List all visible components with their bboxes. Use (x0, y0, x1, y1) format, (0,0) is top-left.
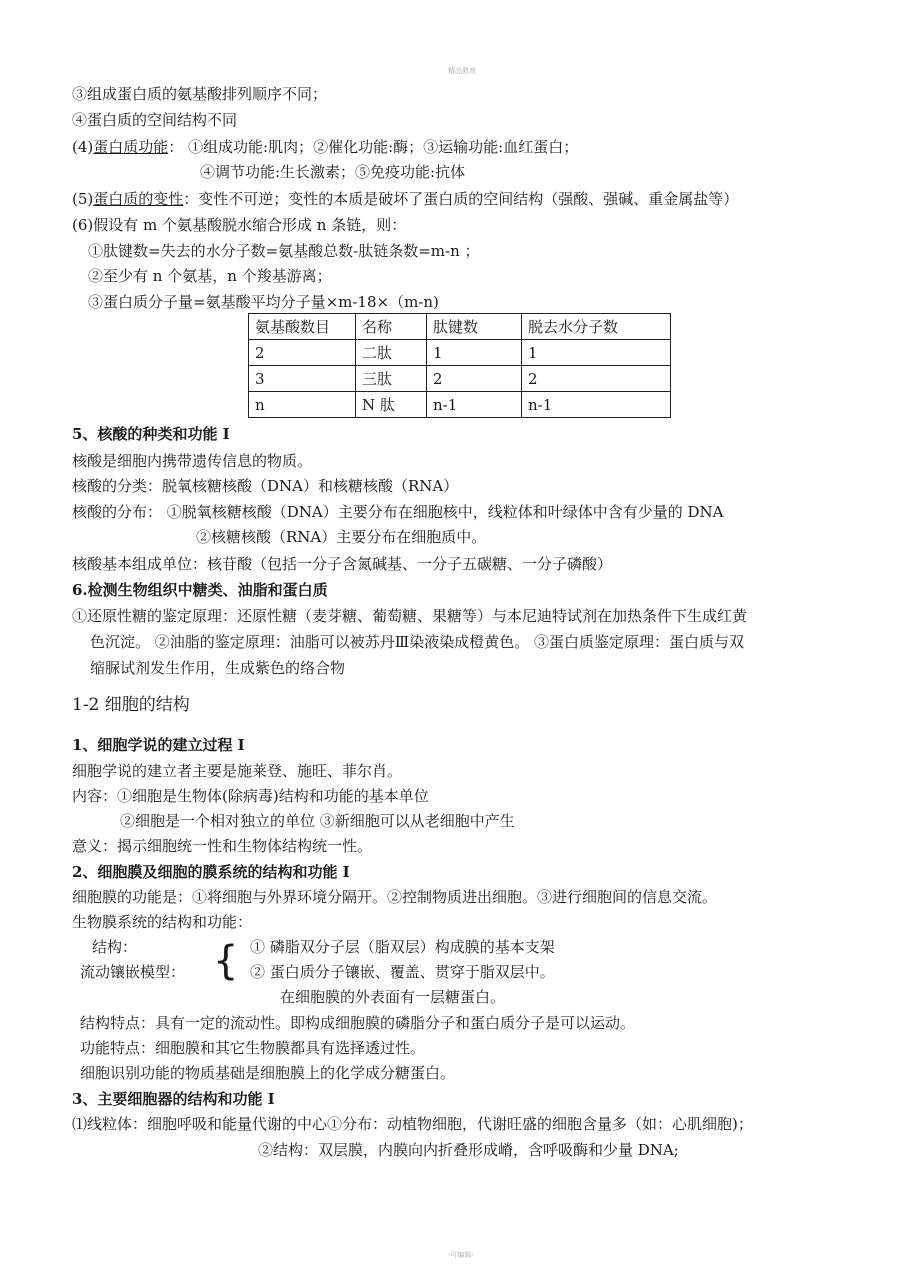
detection-line-2: 色沉淀。 ②油脂的鉴定原理：油脂可以被苏丹Ⅲ染液染成橙黄色。 ③蛋白质鉴定原理：蛋白质与双 (90, 633, 745, 651)
brace-icon: { (213, 938, 239, 984)
protein-denature-term: 蛋白质的变性 (93, 190, 184, 208)
table-header-row (249, 314, 671, 340)
cell-theory-heading: 1、细胞学说的建立过程 I (72, 736, 245, 754)
cell-theory-line-4: 意义：揭示细胞统一性和生物体结构统一性。 (72, 837, 373, 855)
nucleic-line-5: 核酸基本组成单位：核苷酸（包括一分子含氮碱基、一分子五碳糖、一分子磷酸） (72, 555, 613, 573)
detection-line-1: ①还原性糖的鉴定原理：还原性糖（麦芽糖、葡萄糖、果糖等）与本尼迪特试剂在加热条件下生成红黄 (72, 607, 748, 625)
nucleic-line-1: 核酸是细胞内携带遗传信息的物质。 (72, 452, 313, 470)
table-header-cell: 氨基酸数目 (249, 314, 356, 340)
table-row (249, 366, 671, 392)
table-cell: n-1 (522, 392, 671, 418)
table-cell: 2 (522, 366, 671, 392)
table-cell: n-1 (427, 392, 522, 418)
organelle-line-2: ②结构：双层膜，内膜向内折叠形成嵴，含呼吸酶和少量 DNA; (258, 1141, 679, 1159)
nucleic-line-2: 核酸的分类：脱氧核糖核酸（DNA）和核糖核酸（RNA） (72, 477, 459, 495)
membrane-line-4: 功能特点：细胞膜和其它生物膜都具有选择透过性。 (80, 1039, 426, 1057)
table-header-cell: 肽键数 (427, 314, 522, 340)
protein-point-4: ④蛋白质的空间结构不同 (72, 111, 238, 129)
table-cell: n (249, 392, 356, 418)
cell-theory-line-1: 细胞学说的建立者主要是施莱登、施旺、菲尔肖。 (72, 762, 403, 780)
table-cell: 2 (427, 366, 522, 392)
table-cell: 1 (522, 340, 671, 366)
protein-function-line (72, 137, 578, 157)
protein-point-3: ③组成蛋白质的氨基酸排列顺序不同； (72, 85, 328, 103)
table-header-cell: 名称 (356, 314, 427, 340)
footer-watermark: -可编辑- (448, 1251, 474, 1259)
membrane-heading: 2、细胞膜及细胞的膜系统的结构和功能 I (72, 863, 350, 881)
table-cell: 三肽 (356, 366, 427, 392)
detection-heading: 6.检测生物组织中糖类、油脂和蛋白质 (72, 581, 328, 599)
nucleic-acid-heading: 5、核酸的种类和功能 I (72, 425, 230, 443)
protein-function-term: 蛋白质功能 (93, 138, 169, 156)
header-watermark: 精品教育 (448, 67, 476, 75)
structure-item-1: ① 磷脂双分子层（脂双层）构成膜的基本支架 (250, 938, 555, 956)
formula-molecular-weight: ③蛋白质分子量=氨基酸平均分子量×m-18×（m-n) (88, 293, 439, 311)
protein-function-text: ： ①组成功能:肌肉；②催化功能:酶；③运输功能:血红蛋白； (168, 138, 579, 156)
peptide-table (248, 313, 671, 418)
assumption-line: (6)假设有 m 个氨基酸脱水缩合形成 n 条链，则： (72, 216, 407, 234)
membrane-line-2: 生物膜系统的结构和功能： (72, 913, 253, 931)
cell-theory-line-3: ②细胞是一个相对独立的单位 ③新细胞可以从老细胞中产生 (120, 812, 515, 830)
protein-denature-text: ：变性不可逆；变性的本质是破坏了蛋白质的空间结构（强酸、强碱、重金属盐等） (183, 190, 739, 208)
organelle-line-1: ⑴线粒体：细胞呼吸和能量代谢的中心①分布：动植物细胞，代谢旺盛的细胞含量多（如：心肌细胞)； (72, 1115, 753, 1133)
item-number: (5) (72, 190, 94, 208)
table-row (249, 392, 671, 418)
table-cell: N 肽 (356, 392, 427, 418)
detection-line-3: 缩脲试剂发生作用，生成紫色的络合物 (90, 659, 346, 677)
table-row (249, 340, 671, 366)
table-cell: 2 (249, 340, 356, 366)
formula-peptide-bonds: ①肽键数=失去的水分子数=氨基酸总数-肽链条数=m-n ； (88, 242, 480, 260)
formula-free-groups: ②至少有 n 个氨基，n 个羧基游离； (88, 267, 332, 285)
table-cell: 1 (427, 340, 522, 366)
membrane-line-1: 细胞膜的功能是：①将细胞与外界环境分隔开。②控制物质进出细胞。③进行细胞间的信息交流。 (72, 888, 718, 906)
structure-item-2: ② 蛋白质分子镶嵌、覆盖、贯穿于脂双层中。 (250, 963, 555, 981)
table-cell: 3 (249, 366, 356, 392)
structure-label: 结构： (92, 938, 138, 956)
table-cell: 二肽 (356, 340, 427, 366)
cell-theory-line-2: 内容：①细胞是生物体(除病毒)结构和功能的基本单位 (72, 787, 429, 805)
section-title: 1-2 细胞的结构 (72, 695, 190, 715)
structure-item-3: 在细胞膜的外表面有一层糖蛋白。 (280, 988, 506, 1006)
item-number: (4) (72, 138, 94, 156)
organelle-heading: 3、主要细胞器的结构和功能 I (72, 1090, 275, 1108)
fluid-mosaic-label: 流动镶嵌模型： (80, 963, 186, 981)
nucleic-line-3: 核酸的分布： ①脱氧核糖核酸（DNA）主要分布在细胞核中，线粒体和叶绿体中含有少量的 DNA (72, 503, 724, 521)
membrane-line-3: 结构特点：具有一定的流动性。即构成细胞膜的磷脂分子和蛋白质分子是可以运动。 (80, 1014, 636, 1032)
nucleic-line-4: ②核糖核酸（RNA）主要分布在细胞质中。 (196, 528, 487, 546)
membrane-line-5: 细胞识别功能的物质基础是细胞膜上的化学成分糖蛋白。 (80, 1064, 456, 1082)
protein-denature-line (72, 189, 738, 209)
table-header-cell: 脱去水分子数 (522, 314, 671, 340)
protein-function-line-2: ④调节功能:生长激素；⑤免疫功能:抗体 (200, 163, 466, 181)
